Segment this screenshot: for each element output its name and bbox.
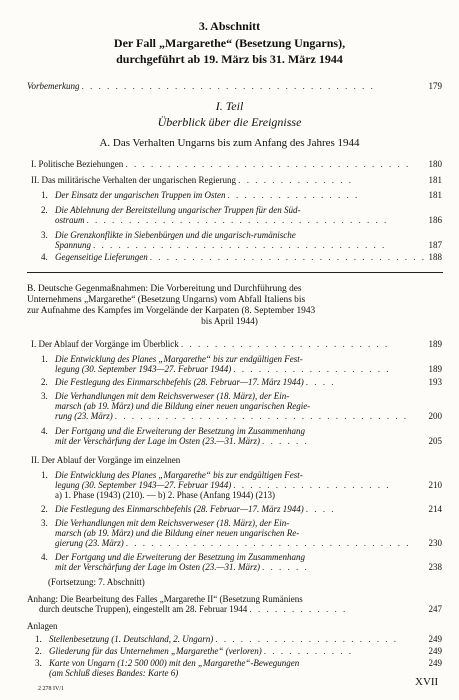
section-a-title: A. Das Verhalten Ungarns bis zum Anfang des Jahres 1944 — [99, 137, 360, 149]
toc-subentry-line1: Die Entwicklung des Planes „Margarethe“ bis zur endgültigen Fest- — [55, 470, 303, 480]
anlage-entry-line2: (am Schluß dieses Bandes: Karte 6) — [49, 668, 179, 678]
entry-label: Die Festlegung des Einmarschbefehls (28. Februar—17. März 1944) — [55, 377, 304, 387]
item-number: 3. — [41, 230, 48, 240]
leader-dots: . . . . . . . . . . . . . . . . . . . . . . . . . . . . . . . . . — [149, 252, 427, 262]
toc-subentry-line1: Der Fortgang und die Erweiterung der Besetzung im Zusammenhang — [55, 426, 305, 436]
leader-dots: . . . . . . . . . . . . . . — [238, 175, 354, 185]
leader-dots: . . . . . . . . . . . . . . . . . . . — [233, 364, 391, 374]
item-number: 2. — [41, 205, 48, 215]
toc-subentry-line2 — [55, 436, 309, 446]
item-number: 1. — [41, 190, 48, 200]
entry-label: mit der Verschärfung der Lage im Osten (23.—31. März) — [55, 562, 260, 572]
item-number: 1. — [41, 354, 48, 364]
entry-page: 249 — [428, 634, 442, 644]
toc-entry-politische-beziehungen — [31, 159, 410, 169]
entry-label: gierung (23. März) — [55, 538, 124, 548]
entry-page: 238 — [428, 562, 442, 572]
toc-subentry-line2: marsch (ab 19. März) und die Bildung einer neuen ungarischen Regie- — [55, 401, 311, 411]
item-number: 1. — [35, 634, 42, 644]
page-number-roman: XVII — [415, 676, 439, 688]
entry-page: 249 — [428, 658, 442, 668]
anlagen-heading: Anlagen — [27, 621, 58, 631]
section-b-line4: bis April 1944) — [201, 317, 258, 327]
section-b-line2: Unternehmens „Margarethe“ (Besetzung Ungarns) vom Abfall Italiens bis — [27, 295, 306, 305]
toc-entry-ablauf-ueberblick — [31, 339, 389, 349]
leader-dots: . . . . . . . . . . . . . . . . . . . . . . . . . . . . . . . . . . — [126, 538, 411, 548]
toc-entry-ablauf-einzelnen: II. Der Ablauf der Vorgänge im einzelnen — [31, 455, 181, 465]
toc-subentry — [55, 190, 360, 200]
item-number: 2. — [35, 646, 42, 656]
entry-label: durch deutsche Truppen), eingestellt am 28. Februar 1944 — [39, 604, 248, 614]
part-subtitle: Überblick über die Ereignisse — [157, 115, 302, 129]
entry-label: Der Einsatz der ungarischen Truppen im Osten — [55, 190, 226, 200]
entry-label: II. Das militärische Verhalten der ungarischen Regierung — [31, 175, 237, 185]
toc-subentry-line1: Die Verhandlungen mit dem Reichsverweser (18. März), der Ein- — [55, 518, 290, 528]
entry-label: Spannung — [55, 240, 91, 250]
item-number: 3. — [35, 658, 42, 668]
continuation-note: (Fortsetzung: 7. Abschnitt) — [48, 577, 145, 587]
entry-label: ostraum — [55, 215, 85, 225]
toc-entry-militaerisches-verhalten — [31, 175, 353, 185]
leader-dots: . . . . . . . . . . . . . . . . . . . . . . . . . . . . . . . . . . — [125, 159, 411, 169]
entry-page: 214 — [428, 504, 442, 514]
toc-subentry-line2 — [55, 240, 387, 250]
item-number: 4. — [41, 426, 48, 436]
section-divider — [27, 272, 443, 273]
entry-page: 247 — [428, 604, 442, 614]
entry-label: rung (23. März) — [55, 411, 113, 421]
leader-dots: . . . . . . — [262, 562, 309, 572]
entry-page: 181 — [428, 190, 442, 200]
toc-subentry-line1: Die Entwicklung des Planes „Margarethe“ bis zur endgültigen Fest- — [55, 354, 303, 364]
section-b-line1: B. Deutsche Gegenmaßnahmen: Die Vorbereitung und Durchführung des — [27, 284, 302, 294]
entry-label: mit der Verschärfung der Lage im Osten (23.—31. März) — [55, 436, 260, 446]
toc-subentry-phases: a) 1. Phase (1943) (210). — b) 2. Phase (Anfang 1944) (213) — [55, 490, 275, 500]
entry-label: Gegenseitige Lieferungen — [55, 252, 148, 262]
toc-subentry — [55, 377, 336, 387]
entry-page: 180 — [428, 159, 442, 169]
toc-subentry-line1: Die Ablehnung der Bereitstellung ungarischer Truppen für den Süd- — [55, 205, 301, 215]
leader-dots: . . . . — [305, 377, 336, 387]
toc-subentry-line3 — [55, 411, 408, 421]
anlage-entry-line1: Karte von Ungarn (1:2 500 000) mit den „Margarethe“-Bewegungen — [49, 658, 300, 668]
leader-dots: . . . . . . . . . . . . . . . . . . . . . . . . . . . . . . . . . . . . — [86, 215, 389, 225]
toc-subentry-line1: Die Grenzkonflikte in Siebenbürgen und die ungarisch-rumänische — [55, 230, 296, 240]
section-number: 3. Abschnitt — [198, 19, 261, 33]
item-number: 2. — [41, 504, 48, 514]
toc-subentry — [55, 504, 336, 514]
entry-label: Gliederung für das Unternehmen „Margarethe“ (verloren) — [49, 646, 262, 656]
leader-dots: . . . . . . . . . . . . . . . . . . . . . . . . . — [180, 339, 390, 349]
leader-dots: . . . . . . . . . . . . . . . . . . . . . . . . . . . . . . . . . . . — [93, 240, 387, 250]
entry-page: 186 — [428, 215, 442, 225]
item-number: 1. — [41, 470, 48, 480]
anhang-line2 — [39, 604, 347, 614]
entry-label: Die Festlegung des Einmarschbefehls (28. Februar—17. März 1944) — [55, 504, 304, 514]
entry-page: 210 — [428, 480, 442, 490]
toc-subentry-line2 — [55, 215, 389, 225]
vorbemerkung-label — [27, 81, 375, 91]
leader-dots: . . . . . . . . . . . . . . . . . . . — [233, 480, 391, 490]
toc-subentry-line1: Der Fortgang und die Erweiterung der Besetzung im Zusammenhang — [55, 552, 305, 562]
section-title-line1: Der Fall „Margarethe“ (Besetzung Ungarns), — [113, 36, 346, 50]
leader-dots: . . . . . . . . . . . . . . . . — [227, 190, 360, 200]
leader-dots: . . . . . . — [262, 436, 309, 446]
leader-dots: . . . . . . . . . . . . . . . . . . . . . . — [215, 634, 399, 644]
item-number: 4. — [41, 252, 48, 262]
anlage-entry — [49, 646, 353, 656]
entry-page: 189 — [428, 339, 442, 349]
item-number: 3. — [41, 391, 48, 401]
entry-label: I. Der Ablauf der Vorgänge im Überblick — [31, 339, 179, 349]
entry-page: 188 — [428, 252, 442, 262]
item-number: 4. — [41, 552, 48, 562]
leader-dots: . . . . — [305, 504, 336, 514]
entry-page: 249 — [428, 646, 442, 656]
leader-dots: . . . . . . . . . . . . — [249, 604, 348, 614]
entry-page: 181 — [428, 175, 442, 185]
anhang-line1: Anhang: Die Bearbeitung des Falles „Margarethe II“ (Besetzung Rumäniens — [27, 594, 303, 604]
toc-subentry-line2 — [55, 562, 309, 572]
section-title-line2: durchgeführt ab 19. März bis 31. März 1944 — [116, 52, 343, 66]
part-title: I. Teil — [215, 99, 244, 113]
entry-label: Stellenbesetzung (1. Deutschland, 2. Ungarn) — [49, 634, 214, 644]
leader-dots: . . . . . . . . . . . . . . . . . . . . . . . . . . . . . . . . . . . — [81, 81, 375, 91]
imprint-code: 2 278 IV/1 — [38, 686, 64, 692]
leader-dots: . . . . . . . . . . . . . . . . . . . . . . . . . . . . . . . . . . . — [115, 411, 409, 421]
item-number: 2. — [41, 377, 48, 387]
anlage-entry — [49, 634, 398, 644]
leader-dots: . . . . . . . . . . . — [263, 646, 354, 656]
entry-label: legung (30. September 1943—27. Februar 1944) — [55, 364, 232, 374]
entry-label: legung (30. September 1943—27. Februar 1944) — [55, 480, 232, 490]
entry-label: I. Politische Beziehungen — [31, 159, 124, 169]
toc-subentry-line2: marsch (ab 19. März) und die Bildung einer neuen ungarischen Re- — [55, 528, 300, 538]
entry-page: 189 — [428, 364, 442, 374]
entry-page: 200 — [428, 411, 442, 421]
vorbemerkung-page: 179 — [428, 81, 442, 91]
toc-subentry-line2 — [55, 364, 391, 374]
item-number: 3. — [41, 518, 48, 528]
vorbemerkung-text: Vorbemerkung — [27, 81, 80, 91]
entry-page: 205 — [428, 436, 442, 446]
toc-subentry — [55, 252, 426, 262]
section-b-line3: zur Aufnahme des Kampfes im Vorgelände der Karpaten (8. September 1943 — [27, 306, 316, 316]
toc-subentry-line1: Die Verhandlungen mit dem Reichsverweser (18. März), der Ein- — [55, 391, 290, 401]
entry-page: 193 — [428, 377, 442, 387]
toc-subentry-line3 — [55, 538, 411, 548]
entry-page: 230 — [428, 538, 442, 548]
entry-page: 187 — [428, 240, 442, 250]
toc-subentry-line2 — [55, 480, 391, 490]
